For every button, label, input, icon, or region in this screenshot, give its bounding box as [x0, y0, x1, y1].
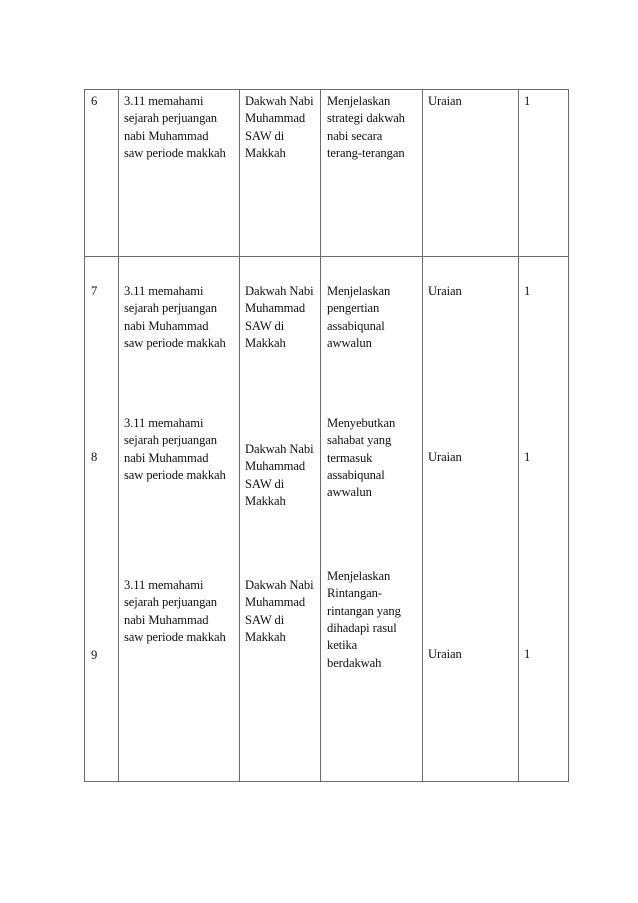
competency-line: saw periode makkah — [124, 145, 226, 160]
row-number: 6 — [91, 94, 98, 108]
competency-line: saw periode makkah — [124, 467, 226, 482]
material-line: Makkah — [245, 335, 286, 350]
competency-line: 3.11 memahami — [124, 94, 204, 108]
material-line: Muhammad — [245, 301, 306, 316]
material-line: Dakwah Nabi — [245, 94, 314, 108]
material-line: Dakwah Nabi — [245, 578, 314, 592]
indicator-line: sahabat yang — [327, 433, 392, 448]
competency-line: nabi Muhammad — [124, 612, 209, 627]
question-number: 1 — [524, 647, 531, 661]
competency-line: nabi Muhammad — [124, 128, 209, 143]
table-rule-horizontal — [84, 256, 569, 257]
table-rule-vertical — [239, 89, 240, 782]
table-rule-vertical — [518, 89, 519, 782]
material-line: Makkah — [245, 145, 286, 160]
indicator-line: Menjelaskan — [327, 569, 391, 583]
indicator-line: dihadapi rasul — [327, 620, 397, 635]
indicator-line: awwalun — [327, 335, 372, 350]
competency-line: 3.11 memahami — [124, 416, 204, 430]
question-number: 1 — [524, 284, 531, 298]
competency-line: nabi Muhammad — [124, 318, 209, 333]
indicator-line: Menjelaskan — [327, 94, 391, 108]
indicator-line: pengertian — [327, 301, 380, 316]
competency-line: 3.11 memahami — [124, 284, 204, 298]
question-number: 1 — [524, 450, 531, 464]
material-line: SAW di — [245, 612, 285, 627]
material-line: Makkah — [245, 493, 286, 508]
indicator-line: berdakwah — [327, 655, 382, 670]
material-line: Dakwah Nabi — [245, 284, 314, 298]
competency-line: sejarah perjuangan — [124, 595, 217, 610]
table-rule-vertical — [422, 89, 423, 782]
question-number: 1 — [524, 94, 531, 108]
table-rule-horizontal — [84, 781, 569, 782]
indicator-line: awwalun — [327, 485, 372, 500]
question-form: Uraian — [428, 450, 462, 464]
indicator-line: Menjelaskan — [327, 284, 391, 298]
indicator-line: terang-terangan — [327, 145, 405, 160]
competency-line: sejarah perjuangan — [124, 111, 217, 126]
row-number: 9 — [91, 648, 98, 662]
competency-line: nabi Muhammad — [124, 450, 209, 465]
competency-line: saw periode makkah — [124, 629, 226, 644]
row-number: 8 — [91, 450, 98, 464]
indicator-line: Rintangan- — [327, 586, 382, 601]
competency-line: 3.11 memahami — [124, 578, 204, 592]
material-line: Muhammad — [245, 111, 306, 126]
material-line: Muhammad — [245, 459, 306, 474]
table-rule-vertical — [118, 89, 119, 782]
indicator-line: assabiqunal — [327, 318, 385, 333]
table-rule-horizontal — [84, 89, 569, 90]
row-number: 7 — [91, 284, 98, 298]
material-line: Makkah — [245, 629, 286, 644]
material-line: SAW di — [245, 128, 285, 143]
indicator-line: rintangan yang — [327, 603, 401, 618]
table-rule-vertical — [320, 89, 321, 782]
competency-line: sejarah perjuangan — [124, 301, 217, 316]
indicator-line: termasuk — [327, 450, 373, 465]
question-form: Uraian — [428, 94, 462, 108]
question-form: Uraian — [428, 284, 462, 298]
indicator-line: strategi dakwah — [327, 111, 405, 126]
material-line: SAW di — [245, 318, 285, 333]
question-form: Uraian — [428, 647, 462, 661]
competency-line: saw periode makkah — [124, 335, 226, 350]
table-rule-vertical — [84, 89, 85, 782]
indicator-line: nabi secara — [327, 128, 383, 143]
indicator-line: assabiqunal — [327, 467, 385, 482]
material-line: Dakwah Nabi — [245, 442, 314, 456]
table-rule-vertical — [568, 89, 569, 782]
indicator-line: ketika — [327, 638, 358, 653]
material-line: SAW di — [245, 476, 285, 491]
material-line: Muhammad — [245, 595, 306, 610]
indicator-line: Menyebutkan — [327, 416, 396, 430]
competency-line: sejarah perjuangan — [124, 433, 217, 448]
